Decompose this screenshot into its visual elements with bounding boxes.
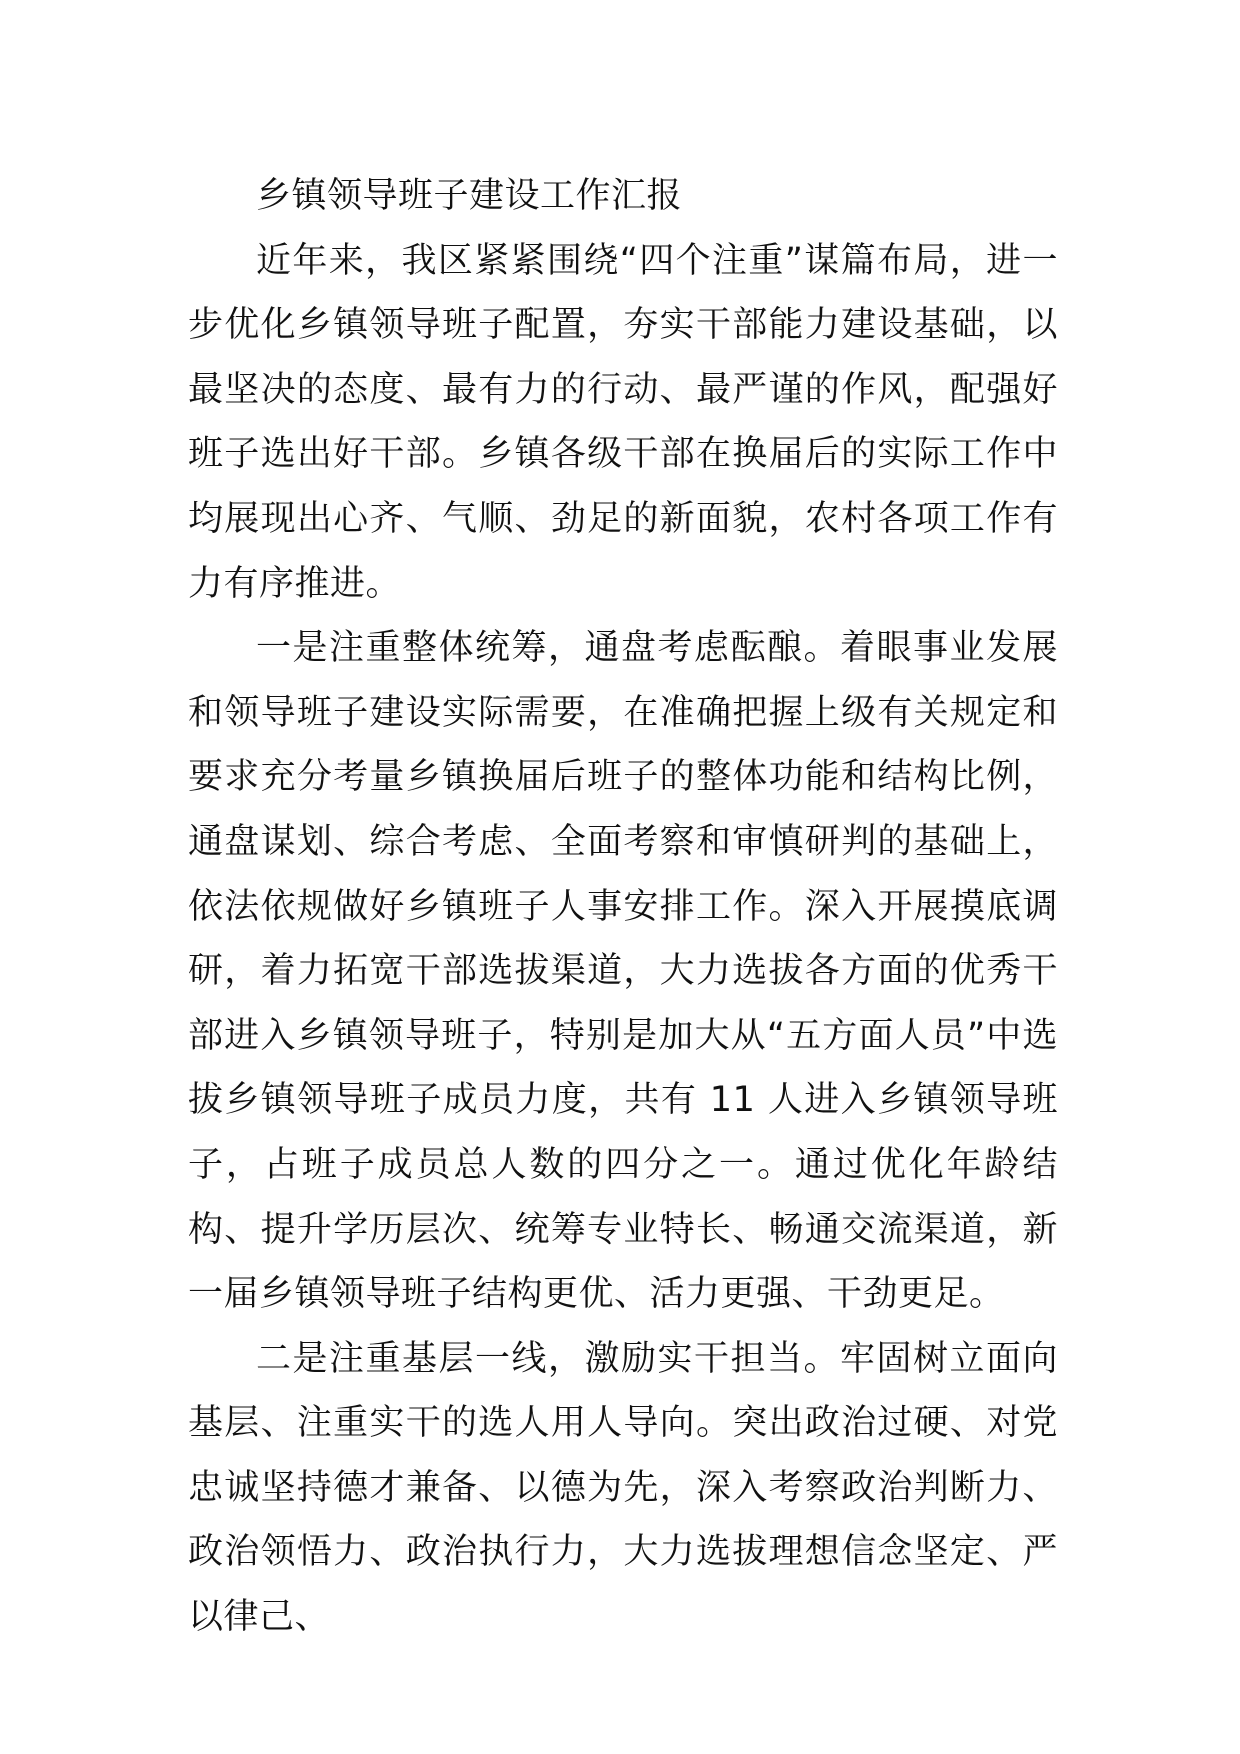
document-body xyxy=(188,164,1058,1650)
paragraph-point-one: 一是注重整体统筹，通盘考虑酝酿。着眼事业发展和领导班子建设实际需要，在准确把握上级有关规定和要求充分考量乡镇换届后班子的整体功能和结构比例，通盘谋划、综合考虑、全面考察和审慎研判的基础上，依法依规做好乡镇班子人事安排工作。深入开展摸底调研，着力拓宽干部选拔渠道，大力选拔各方面的优秀干部进入乡镇领导班子，特别是加大从“五方面人员”中选拔乡镇领导班子成员力度，共有 11 人进入乡镇领导班子，占班子成员总人数的四分之一。通过优化年龄结构、提升学历层次、统筹专业特长、畅通交流渠道，新一届乡镇领导班子结构更优、活力更强、干劲更足。 xyxy=(188,628,1058,1315)
document-title: 乡镇领导班子建设工作汇报 xyxy=(256,176,683,216)
paragraph-point-two: 二是注重基层一线，激励实干担当。牢固树立面向基层、注重实干的选人用人导向。突出政治过硬、对党忠诚坚持德才兼备、以德为先，深入考察政治判断力、政治领悟力、政治执行力，大力选拔理想信念坚定、严以律己、 xyxy=(188,1338,1058,1638)
paragraph-intro: 近年来，我区紧紧围绕“四个注重”谋篇布局，进一步优化乡镇领导班子配置，夯实干部能力建设基础，以最坚决的态度、最有力的行动、最严谨的作风，配强好班子选出好干部。乡镇各级干部在换届后的实际工作中均展现出心齐、气顺、劲足的新面貌，农村各项工作有力有序推进。 xyxy=(188,240,1058,604)
